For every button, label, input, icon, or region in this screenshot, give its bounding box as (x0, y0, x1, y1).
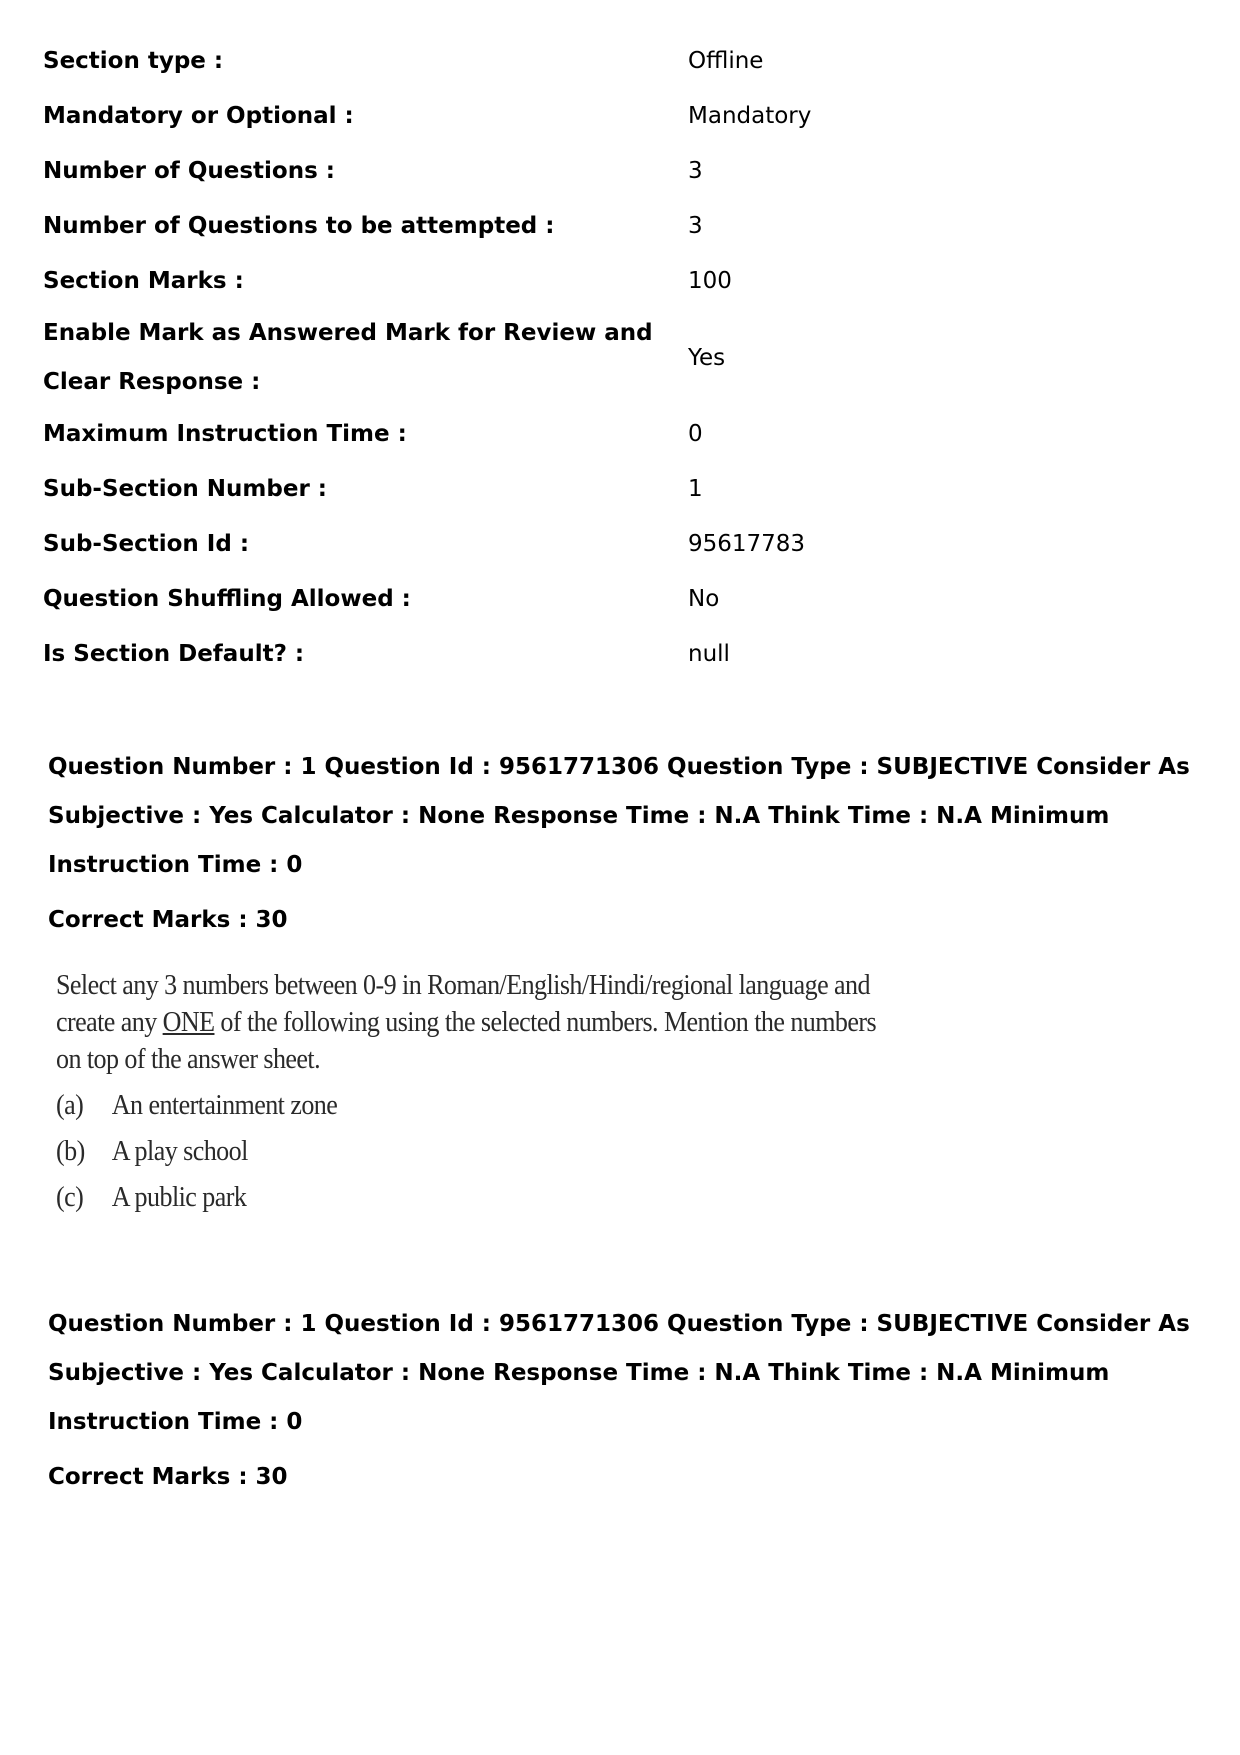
info-row-enable-mark-answered (43, 309, 1193, 407)
info-row-sub-section-number (43, 462, 1193, 517)
info-label: Number of Questions : (43, 158, 335, 184)
question-options (56, 1083, 893, 1221)
info-row-max-instruction-time (43, 407, 1193, 462)
question-marks: Correct Marks : 30 (48, 907, 288, 933)
question-meta: Question Number : 1 Question Id : 9561771306 Question Type : SUBJECTIVE Consider As Subjective : Yes Calculator : None Response Time : N.A Think Time : N.A Minimum Instruction Time : 0 (48, 1311, 1190, 1435)
question-option (56, 1175, 893, 1221)
info-label: Section type : (43, 48, 224, 74)
info-row-mandatory (43, 89, 1193, 144)
question-block-1 (48, 743, 1208, 1221)
info-value: Offline (688, 48, 764, 74)
info-row-section-type (43, 34, 1193, 89)
info-value: 3 (688, 158, 703, 184)
question-option (56, 1083, 893, 1129)
info-value: 100 (688, 268, 732, 294)
info-row-question-shuffling (43, 572, 1193, 627)
info-label: Is Section Default? : (43, 641, 305, 667)
option-text: An entertainment zone (111, 1090, 338, 1121)
info-label: Sub-Section Number : (43, 476, 328, 502)
question-option (56, 1129, 893, 1175)
info-value: Mandatory (688, 103, 812, 129)
info-row-number-of-questions (43, 144, 1193, 199)
section-info-table (43, 34, 1193, 682)
info-row-section-marks (43, 254, 1193, 309)
question-marks: Correct Marks : 30 (48, 1464, 288, 1490)
question-text-emphasis: ONE (162, 1007, 215, 1038)
option-key: (a) (56, 1090, 84, 1121)
info-value: 3 (688, 213, 703, 239)
info-label: Question Shuffling Allowed : (43, 586, 411, 612)
info-value: Yes (688, 344, 726, 371)
info-value: No (688, 586, 720, 612)
option-key: (c) (56, 1182, 84, 1213)
info-label: Maximum Instruction Time : (43, 421, 407, 447)
info-row-sub-section-id (43, 517, 1193, 572)
option-text: A play school (111, 1136, 248, 1167)
option-key: (b) (56, 1136, 85, 1167)
info-label: Section Marks : (43, 268, 244, 294)
info-row-questions-to-attempt (43, 199, 1193, 254)
info-value: 0 (688, 421, 703, 447)
question-text (56, 967, 893, 1078)
question-text-before: Select any 3 numbers between 0-9 in Roman/English/Hindi/regional language and create any (56, 970, 870, 1038)
info-label: Mandatory or Optional : (43, 103, 354, 129)
info-label: Sub-Section Id : (43, 531, 250, 557)
info-row-section-default (43, 627, 1193, 682)
info-value: null (688, 641, 730, 667)
info-value: 95617783 (688, 531, 806, 557)
option-text: A public park (111, 1182, 247, 1213)
question-body (56, 967, 893, 1221)
question-block-2 (48, 1300, 1208, 1502)
info-value: 1 (688, 476, 703, 502)
question-text-after: of the following using the selected numbers. Mention the numbers on top of the answer sheet. (56, 1007, 877, 1075)
info-label: Number of Questions to be attempted : (43, 213, 555, 239)
info-label: Enable Mark as Answered Mark for Review and Clear Response : (43, 320, 653, 395)
question-meta: Question Number : 1 Question Id : 9561771306 Question Type : SUBJECTIVE Consider As Subjective : Yes Calculator : None Response Time : N.A Think Time : N.A Minimum Instruction Time : 0 (48, 754, 1190, 878)
